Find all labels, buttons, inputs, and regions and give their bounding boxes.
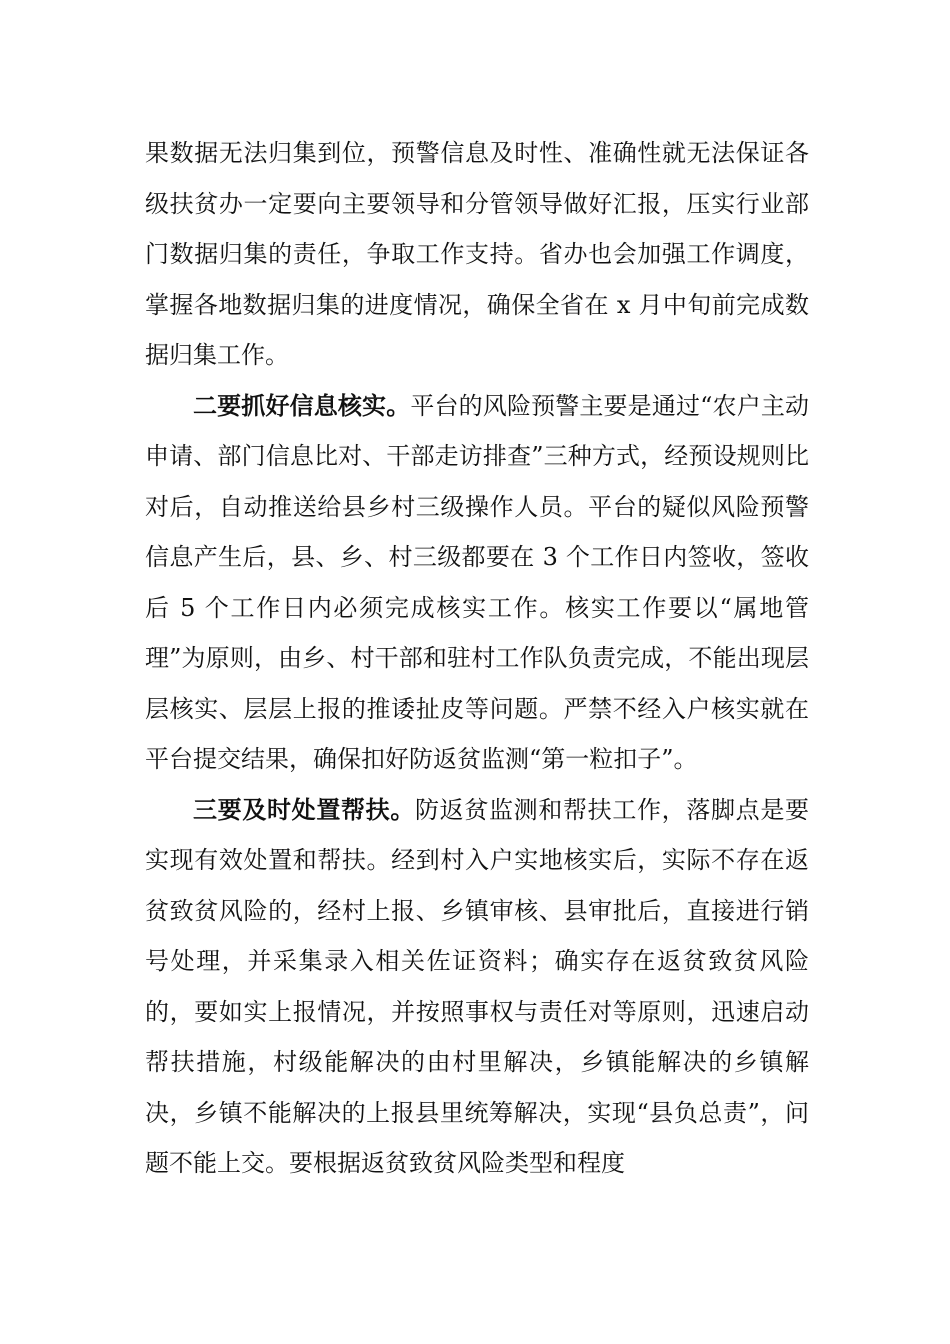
paragraph-text: 平台的风险预警主要是通过“农户主动申请、部门信息比对、干部走访排查”三种方式，经预设规则比对后，自动推送给县乡村三级操作人员。平台的疑似风险预警信息产生后，县、乡、村三级都要在 3 个工作日内签收，签收后 5 个工作日内必须完成核实工作。核实工作要以“属地管理”为原则，由乡、村干部和驻村工作队负责完成，不能出现层层核实、层层上报的推诿扯皮等问题。严禁不经入户核实就在平台提交结果，确保扣好防返贫监测“第一粒扣子”。: [145, 391, 809, 773]
paragraph-text: 防返贫监测和帮扶工作，落脚点是要实现有效处置和帮扶。经到村入户实地核实后，实际不存在返贫致贫风险的，经村上报、乡镇审核、县审批后，直接进行销号处理，并采集录入相关佐证资料；确实存在返贫致贫风险的，要如实上报情况，并按照事权与责任对等原则，迅速启动帮扶措施，村级能解决的由村里解决，乡镇能解决的乡镇解决，乡镇不能解决的上报县里统筹解决，实现“县负总责”，问题不能上交。要根据返贫致贫风险类型和程度: [145, 795, 809, 1177]
paragraph-lead-heading: 二要抓好信息核实。: [193, 390, 411, 420]
paragraph-data-collection: [145, 128, 809, 381]
paragraph-timely-assistance: [145, 785, 809, 1189]
paragraph-lead-heading: 三要及时处置帮扶。: [193, 794, 415, 824]
paragraph-info-verification: [145, 381, 809, 785]
document-body: [145, 128, 809, 1189]
paragraph-text: 果数据无法归集到位，预警信息及时性、准确性就无法保证各级扶贫办一定要向主要领导和分管领导做好汇报，压实行业部门数据归集的责任，争取工作支持。省办也会加强工作调度，掌握各地数据归集的进度情况，确保全省在 x 月中旬前完成数据归集工作。: [145, 139, 809, 369]
